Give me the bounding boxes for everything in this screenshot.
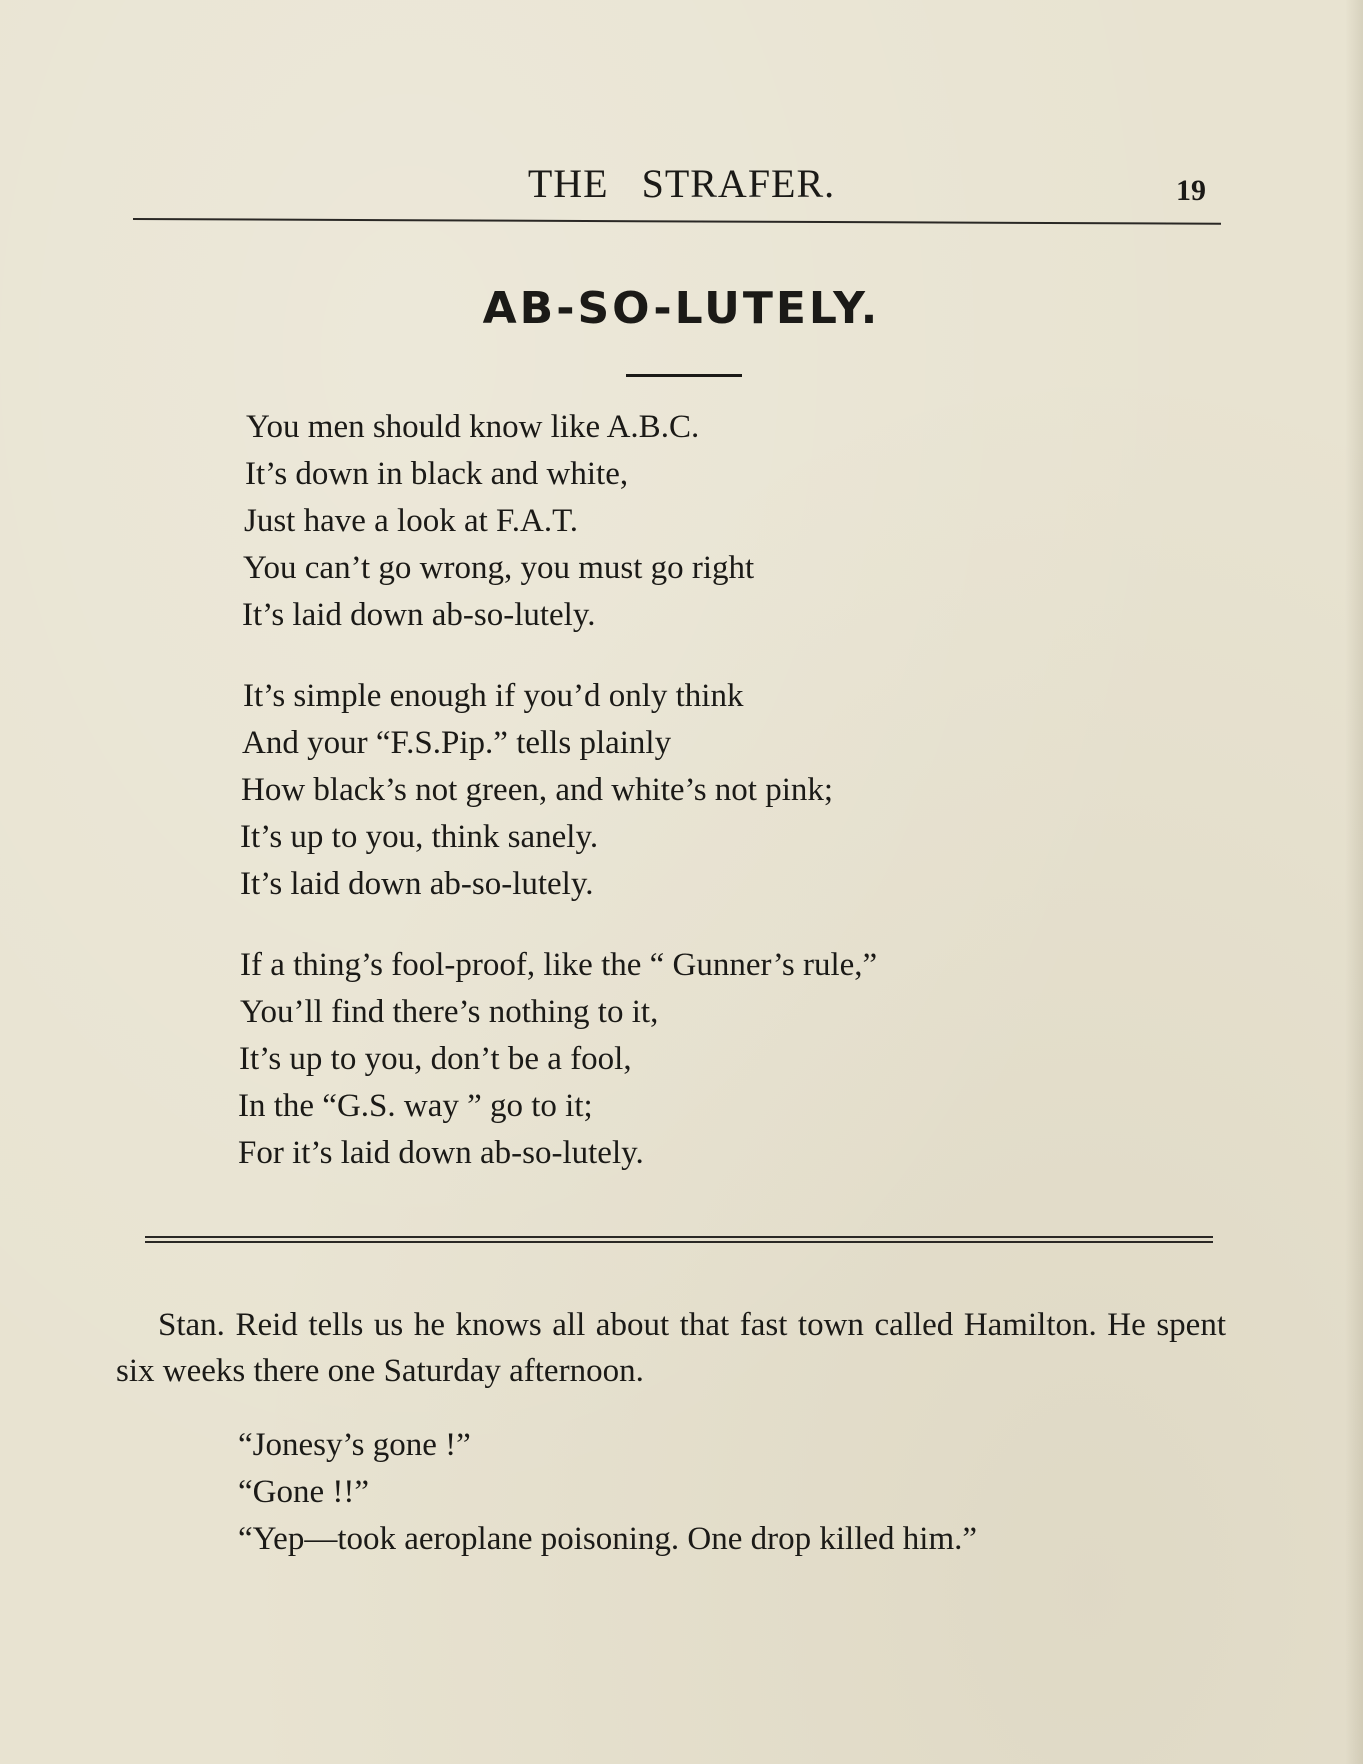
poem-line: Just have a look at F.A.T. — [244, 503, 579, 539]
poem-title: AB-SO-LUTELY. — [482, 283, 881, 334]
poem-line: You’ll find there’s nothing to it, — [240, 994, 659, 1030]
poem-line: If a thing’s fool-proof, like the “ Gunner’s rule,” — [240, 947, 878, 983]
poem-line: And your “F.S.Pip.” tells plainly — [242, 725, 672, 761]
poem-line: How black’s not green, and white’s not pink; — [241, 772, 834, 808]
poem-line: It’s down in black and white, — [245, 456, 629, 492]
poem-body — [0, 404, 1363, 1211]
poem-line: It’s up to you, think sanely. — [240, 819, 599, 855]
title-rule — [626, 374, 742, 377]
poem-line: It’s laid down ab-so-lutely. — [242, 597, 596, 633]
anecdote-paragraph: Stan. Reid tells us he knows all about that fast town called Hamilton. He spent six weeks there one Saturday afternoon. — [116, 1307, 1226, 1389]
joke-dialogue — [238, 1422, 1238, 1563]
dialogue-line: “Yep—took aeroplane poisoning. One drop killed him.” — [238, 1521, 978, 1557]
poem-line: For it’s laid down ab-so-lutely. — [238, 1135, 644, 1171]
poem-line: You can’t go wrong, you must go right — [243, 550, 755, 586]
poem-line: You men should know like A.B.C. — [246, 409, 700, 445]
poem-line: It’s up to you, don’t be a fool, — [239, 1041, 632, 1077]
poem-line: It’s simple enough if you’d only think — [243, 678, 744, 714]
dialogue-line: “Jonesy’s gone !” — [238, 1427, 471, 1463]
header-rule — [133, 218, 1221, 225]
dialogue-line: “Gone !!” — [238, 1474, 370, 1510]
poem-line: In the “G.S. way ” go to it; — [238, 1088, 593, 1124]
page-number: 19 — [1176, 174, 1206, 207]
running-title: THE STRAFER. — [527, 161, 836, 206]
stanza-2 — [0, 673, 1363, 908]
poem-line: It’s laid down ab-so-lutely. — [240, 866, 594, 902]
section-divider — [145, 1236, 1213, 1243]
stanza-1 — [0, 404, 1363, 639]
stanza-3 — [0, 942, 1363, 1177]
